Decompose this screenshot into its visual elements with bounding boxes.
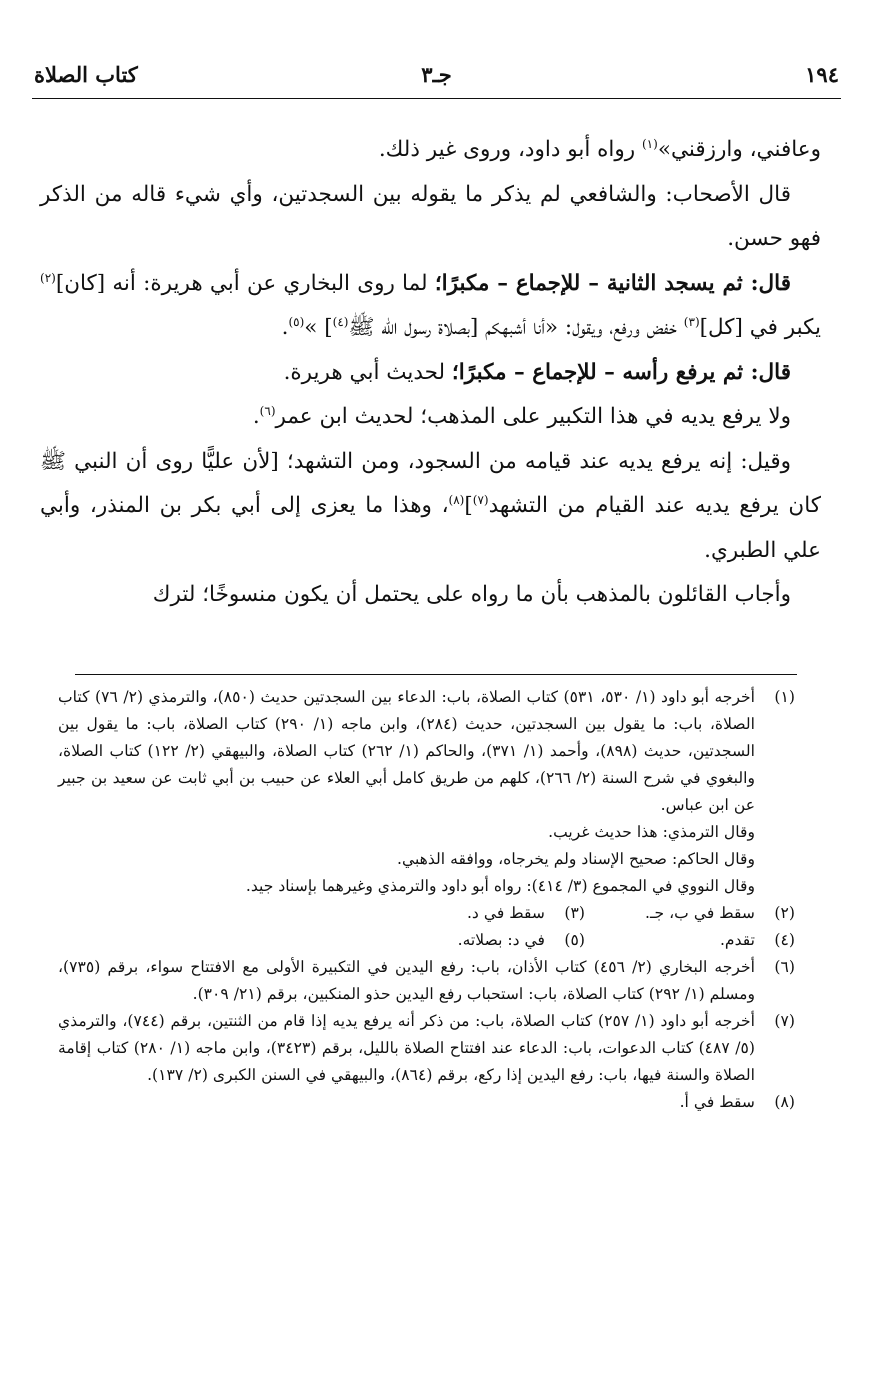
paragraph-7: [40, 573, 821, 618]
footnote-number: (٦): [774, 958, 795, 976]
p2-text: قال الأصحاب: والشافعي لم يذكر ما يقوله بين السجدتين، وأي شيء قاله من الذكر فهو حسن.: [40, 181, 821, 251]
footnote-text: سقط في ب، جـ.: [645, 904, 755, 922]
footnote-text: وقال الترمذي: هذا حديث غريب.: [548, 823, 755, 841]
footnote-ref-6[interactable]: (٦): [259, 403, 276, 418]
paragraph-3: [40, 262, 821, 351]
p1-text-a: وعافني، وارزقني»: [657, 137, 821, 162]
p3-text-d: ] »: [304, 315, 333, 340]
footnote-2: [585, 900, 795, 927]
footnote-ref-1[interactable]: (١): [641, 136, 658, 151]
p1-text-b: رواه أبو داود، وروى غير ذلك.: [378, 137, 642, 162]
footnote-text: تقدم.: [719, 931, 755, 949]
footnote-3: [375, 900, 585, 927]
footnote-number: (٧): [774, 1012, 795, 1030]
p4-lead: قال: ثم يرفع رأسه – للإجماع – مكبرًا؛: [451, 359, 791, 385]
footnote-ref-5[interactable]: (٥): [288, 314, 305, 329]
footnote-number: (٣): [564, 904, 585, 922]
paragraph-1: [40, 128, 821, 173]
footnote-ref-2[interactable]: (٢): [40, 270, 56, 285]
p3-text-c: خفض ورفع، ويقول: «أنا أشبهكم [بصلاة رسول الله ﷺ: [348, 315, 684, 340]
footnote-ref-7[interactable]: (٧): [472, 492, 489, 507]
footnote-text: أخرجه البخاري (٢/ ٤٥٦) كتاب الأذان، باب: رفع اليدين في التكبيرة الأولى مع الافتتاح سواء، برقم (٧٣٥)، ومسلم (١/ ٢٩٢) كتاب الصلاة، باب: استحباب رفع اليدين حذو المنكبين، برقم (٢١/ ٣٠٩).: [58, 958, 755, 1003]
footnote-number: (٢): [774, 904, 795, 922]
footnote-text: أخرجه أبو داود (١/ ٥٣٠، ٥٣١) كتاب الصلاة، باب: الدعاء بين السجدتين حديث (٨٥٠)، والترمذي (٢/ ٧٦) كتاب الصلاة، باب: ما يقول بين السجدتين، حديث (٢٨٤)، وابن ماجه (١/ ٢٩٠) كتاب الصلاة، باب: ما يقول بين السجدتين، حديث (٨٩٨)، وأحمد (١/ ٣٧١)، والحاكم (١/ ٢٦٢) كتاب الصلاة، والبيهقي (٢/ ١٢٢) كتاب الصلاة، والبغوي في شرح السنة (٢/ ٢٦٦)، كلهم من طريق كامل أبي العلاء عن حبيب بن أبي ثابت عن سعيد بن جبير عن ابن عباس.: [58, 688, 756, 814]
p6-text-c: ، وهذا ما يعزى إلى أبي بكر بن المنذر، وأبي علي الطبري.: [40, 493, 821, 563]
footnote-text: وقال النووي في المجموع (٣/ ٤١٤): رواه أبو داود والترمذي وغيرهما بإسناد جيد.: [245, 877, 755, 895]
footnote-8: [58, 1089, 795, 1116]
footnote-ref-4[interactable]: (٤): [332, 314, 349, 329]
footnote-row: [58, 900, 795, 927]
footnote-1: [58, 684, 795, 900]
footnote-text: سقط في أ.: [679, 1093, 755, 1111]
footnote-text: سقط في د.: [466, 904, 545, 922]
footnote-5: [375, 927, 585, 954]
p4-text-a: لحديث أبي هريرة.: [283, 359, 452, 385]
p6-text-a: وقيل: إنه يرفع يديه عند قيامه من السجود، ومن التشهد؛ [لأن عليًّا روى أن النبي ﷺ كان يرفع يديه عند القيام من التشهد: [40, 448, 821, 518]
header-divider: [32, 98, 841, 99]
paragraph-5: [40, 395, 821, 440]
p3-lead: قال: ثم يسجد الثانية – للإجماع – مكبرًا؛: [434, 270, 791, 296]
footnotes: [58, 684, 795, 1116]
footnote-number: (٤): [774, 931, 795, 949]
main-text: [40, 128, 821, 618]
volume-label: جـ٣: [421, 62, 452, 87]
paragraph-6: [40, 440, 821, 574]
p5-text-a: ولا يرفع يديه في هذا التكبير على المذهب؛ لحديث ابن عمر: [275, 404, 791, 429]
footnote-7: [58, 1008, 795, 1089]
footnote-4: [585, 927, 795, 954]
p6-text-b: ]: [464, 493, 473, 518]
p3-text-a: لما روى البخاري عن أبي هريرة: أنه [كان]: [55, 270, 435, 296]
footnote-6: [58, 954, 795, 1008]
footnote-number: (٨): [774, 1093, 795, 1111]
footnote-ref-8[interactable]: (٨): [448, 492, 465, 507]
footnote-text: وقال الحاكم: صحيح الإسناد ولم يخرجاه، ووافقه الذهبي.: [396, 850, 755, 868]
page-header: [34, 62, 839, 96]
book-title: كتاب الصلاة: [34, 62, 138, 87]
footnote-ref-3[interactable]: (٣): [683, 314, 700, 329]
footnote-number: (٥): [564, 931, 585, 949]
footnote-row: [58, 927, 795, 954]
p7-text: وأجاب القائلون بالمذهب بأن ما رواه على يحتمل أن يكون منسوخًا؛ لترك: [152, 582, 791, 607]
page-number: ١٩٤: [805, 62, 839, 87]
p3-text-b: يكبر في [كل]: [699, 315, 821, 340]
p5-text-b: .: [252, 404, 260, 429]
footnote-text: أخرجه أبو داود (١/ ٢٥٧) كتاب الصلاة، باب: من ذكر أنه يرفع يديه إذا قام من الثنتين، برقم (٧٤٤)، والترمذي (٥/ ٤٨٧) كتاب الدعوات، باب: الدعاء عند افتتاح الصلاة بالليل، برقم (٣٤٢٣)، وابن ماجه (١/ ٢٨٠) كتاب إقامة الصلاة والسنة فيها، باب: رفع اليدين إذا ركع، برقم (٨٦٤)، والبيهقي في السنن الكبرى (٢/ ١٣٧).: [58, 1012, 756, 1084]
paragraph-4: [40, 351, 821, 396]
p3-text-e: .: [281, 315, 289, 340]
footnote-number: (١): [774, 688, 795, 706]
paragraph-2: [40, 173, 821, 262]
footnote-text: في د: بصلاته.: [457, 931, 545, 949]
footnote-divider: [75, 674, 797, 675]
